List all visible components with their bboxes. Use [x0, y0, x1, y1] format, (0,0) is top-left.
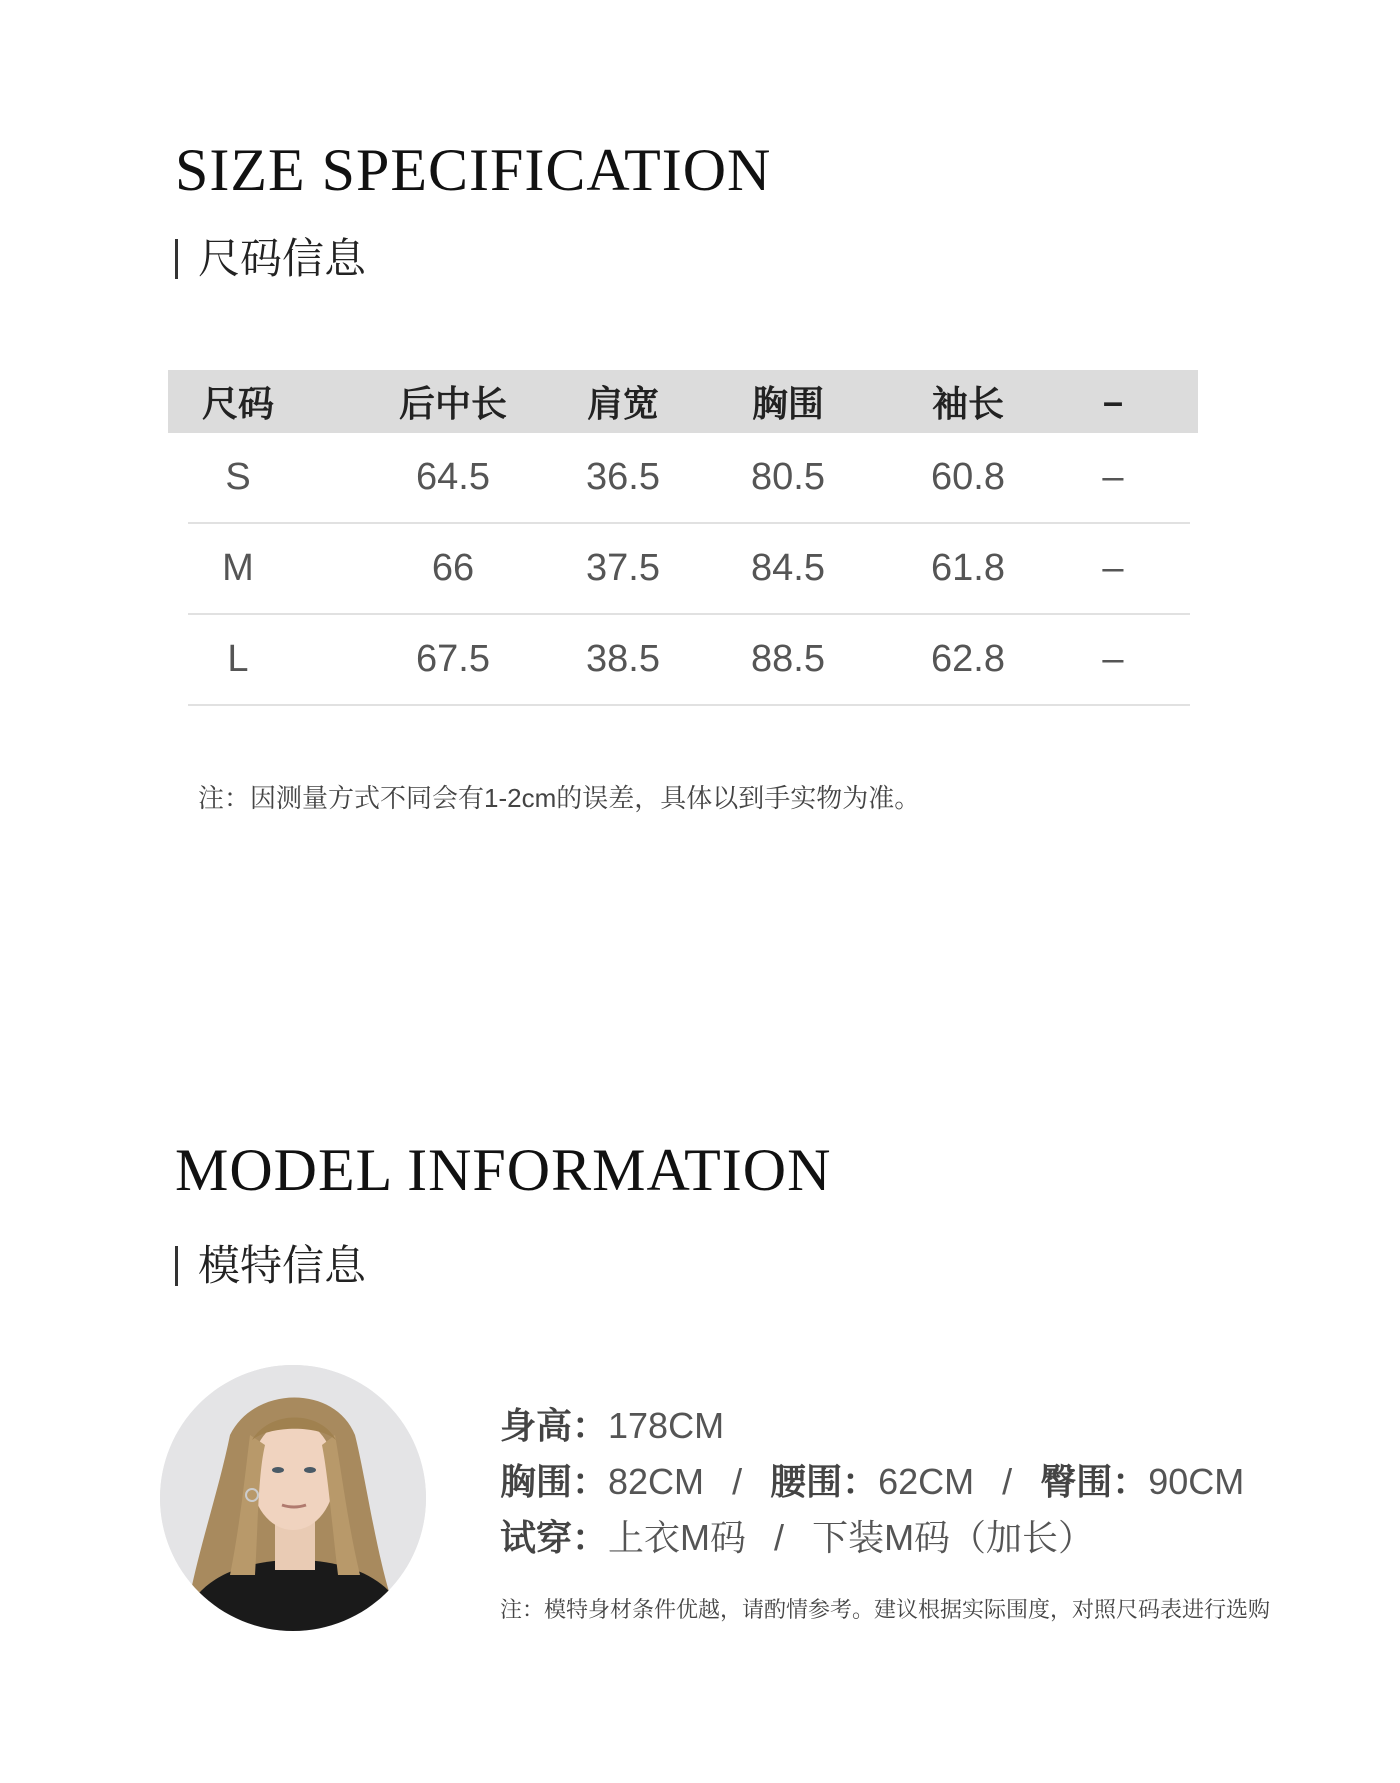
fitting-top: 上衣M码 [608, 1517, 747, 1558]
model-height-line [500, 1398, 1244, 1454]
fitting-label: 试穿： [500, 1517, 609, 1558]
table-cell: 88.5 [751, 638, 825, 680]
size-subtitle-text: 尺码信息 [198, 235, 367, 282]
model-subtitle-text: 模特信息 [198, 1242, 367, 1289]
table-cell: 62.8 [931, 638, 1005, 680]
model-info [500, 1398, 1244, 1566]
header-sleeve: 袖长 [931, 383, 1004, 424]
size-note: 注：因测量方式不同会有1-2cm的误差，具体以到手实物为准。 [198, 783, 921, 813]
hip-value: 90CM [1148, 1461, 1245, 1502]
table-cell: 80.5 [751, 456, 825, 498]
header-back-length: 后中长 [398, 383, 507, 424]
table-row [188, 615, 1190, 706]
table-cell: L [227, 638, 249, 680]
size-subtitle [175, 235, 367, 282]
size-table [168, 370, 1198, 706]
table-cell: 60.8 [931, 456, 1005, 498]
table-cell: 61.8 [931, 547, 1005, 589]
fitting-bottom: 下装M码（加长） [812, 1517, 1095, 1558]
header-shoulder: 肩宽 [586, 383, 659, 424]
subtitle-divider [175, 239, 178, 279]
waist-value: 62CM [878, 1461, 975, 1502]
separator: / [732, 1461, 743, 1502]
model-avatar [160, 1365, 426, 1631]
table-cell: – [1102, 547, 1124, 589]
table-cell: 84.5 [751, 547, 825, 589]
model-portrait-image [160, 1365, 426, 1631]
model-note: 注：模特身材条件优越，请酌情参考。建议根据实际围度，对照尺码表进行选购 [500, 1597, 1271, 1622]
separator: / [1002, 1461, 1013, 1502]
table-cell: – [1102, 638, 1124, 680]
model-subtitle [175, 1242, 367, 1289]
model-measurements-line [500, 1454, 1244, 1510]
header-size: 尺码 [201, 383, 274, 424]
table-row [188, 433, 1190, 524]
chest-label: 胸围： [500, 1461, 609, 1502]
table-cell: 64.5 [416, 456, 490, 498]
model-information-title: MODEL INFORMATION [175, 1137, 832, 1203]
table-row [188, 524, 1190, 615]
height-label: 身高： [500, 1405, 609, 1446]
separator: / [774, 1517, 785, 1558]
table-cell: 36.5 [586, 456, 660, 498]
size-specification-title: SIZE SPECIFICATION [175, 137, 772, 203]
header-extra: – [1102, 380, 1124, 422]
table-cell: 38.5 [586, 638, 660, 680]
table-cell: M [222, 547, 254, 589]
waist-label: 腰围： [770, 1461, 879, 1502]
height-value: 178CM [608, 1405, 725, 1446]
model-fitting-line [500, 1510, 1244, 1566]
table-cell: 67.5 [416, 638, 490, 680]
table-cell: 37.5 [586, 547, 660, 589]
subtitle-divider [175, 1246, 178, 1286]
chest-value: 82CM [608, 1461, 705, 1502]
table-cell: – [1102, 456, 1124, 498]
table-cell: 66 [431, 547, 475, 589]
size-table-header [168, 370, 1198, 433]
table-cell: S [225, 456, 251, 498]
header-chest: 胸围 [751, 383, 824, 424]
hip-label: 臀围： [1040, 1461, 1149, 1502]
